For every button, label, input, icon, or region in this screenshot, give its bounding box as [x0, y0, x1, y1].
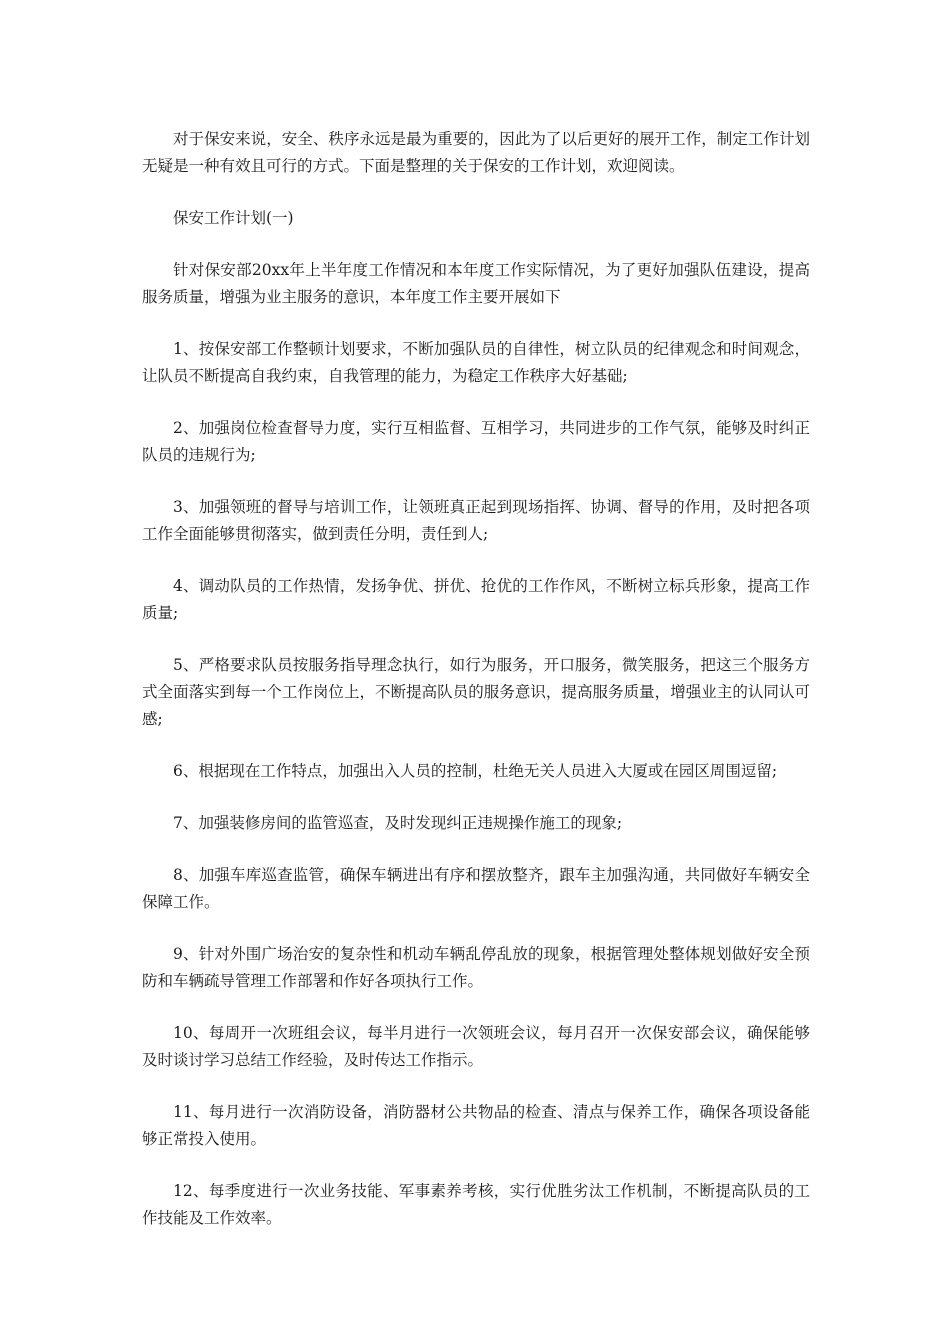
list-item: 5、严格要求队员按服务指导理念执行，如行为服务，开口服务，微笑服务，把这三个服务方式全面落实到每一个工作岗位上，不断提高队员的服务意识，提高服务质量，增强业主的认同认可感; [142, 656, 810, 728]
list-item: 4、调动队员的工作热情，发扬争优、拼优、抢优的工作作风，不断树立标兵形象，提高工作质量; [142, 577, 810, 622]
list-item: 7、加强装修房间的监管巡查，及时发现纠正违规操作施工的现象; [173, 814, 623, 832]
lead-paragraph: 针对保安部20xx年上半年度工作情况和本年度工作实际情况，为了更好加强队伍建设，提高服务质量，增强为业主服务的意识，本年度工作主要开展如下 [142, 261, 810, 306]
list-item: 12、每季度进行一次业务技能、军事素养考核，实行优胜劣汰工作机制，不断提高队员的工作技能及工作效率。 [142, 1182, 810, 1227]
intro-paragraph: 对于保安来说，安全、秩序永远是最为重要的，因此为了以后更好的展开工作，制定工作计划无疑是一种有效且可行的方式。下面是整理的关于保安的工作计划，欢迎阅读。 [142, 130, 810, 175]
list-item: 6、根据现在工作特点，加强出入人员的控制，杜绝无关人员进入大厦或在园区周围逗留; [173, 762, 778, 780]
list-item: 3、加强领班的督导与培训工作，让领班真正起到现场指挥、协调、督导的作用，及时把各项工作全面能够贯彻落实，做到责任分明，责任到人; [142, 498, 810, 543]
list-item: 11、每月进行一次消防设备，消防器材公共物品的检查、清点与保养工作，确保各项设备能够正常投入使用。 [142, 1103, 810, 1148]
list-item: 10、每周开一次班组会议，每半月进行一次领班会议，每月召开一次保安部会议，确保能够及时谈讨学习总结工作经验，及时传达工作指示。 [142, 1024, 810, 1069]
list-item: 2、加强岗位检查督导力度，实行互相监督、互相学习，共同进步的工作气氛，能够及时纠正队员的违规行为; [142, 419, 810, 464]
section-title: 保安工作计划(一) [173, 209, 294, 227]
list-item: 9、针对外围广场治安的复杂性和机动车辆乱停乱放的现象，根据管理处整体规划做好安全预防和车辆疏导管理工作部署和作好各项执行工作。 [142, 945, 810, 990]
list-item: 1、按保安部工作整顿计划要求，不断加强队员的自律性，树立队员的纪律观念和时间观念，让队员不断提高自我约束，自我管理的能力，为稳定工作秩序大好基础; [142, 340, 810, 385]
list-item: 8、加强车库巡查监管，确保车辆进出有序和摆放整齐，跟车主加强沟通，共同做好车辆安全保障工作。 [142, 866, 810, 911]
